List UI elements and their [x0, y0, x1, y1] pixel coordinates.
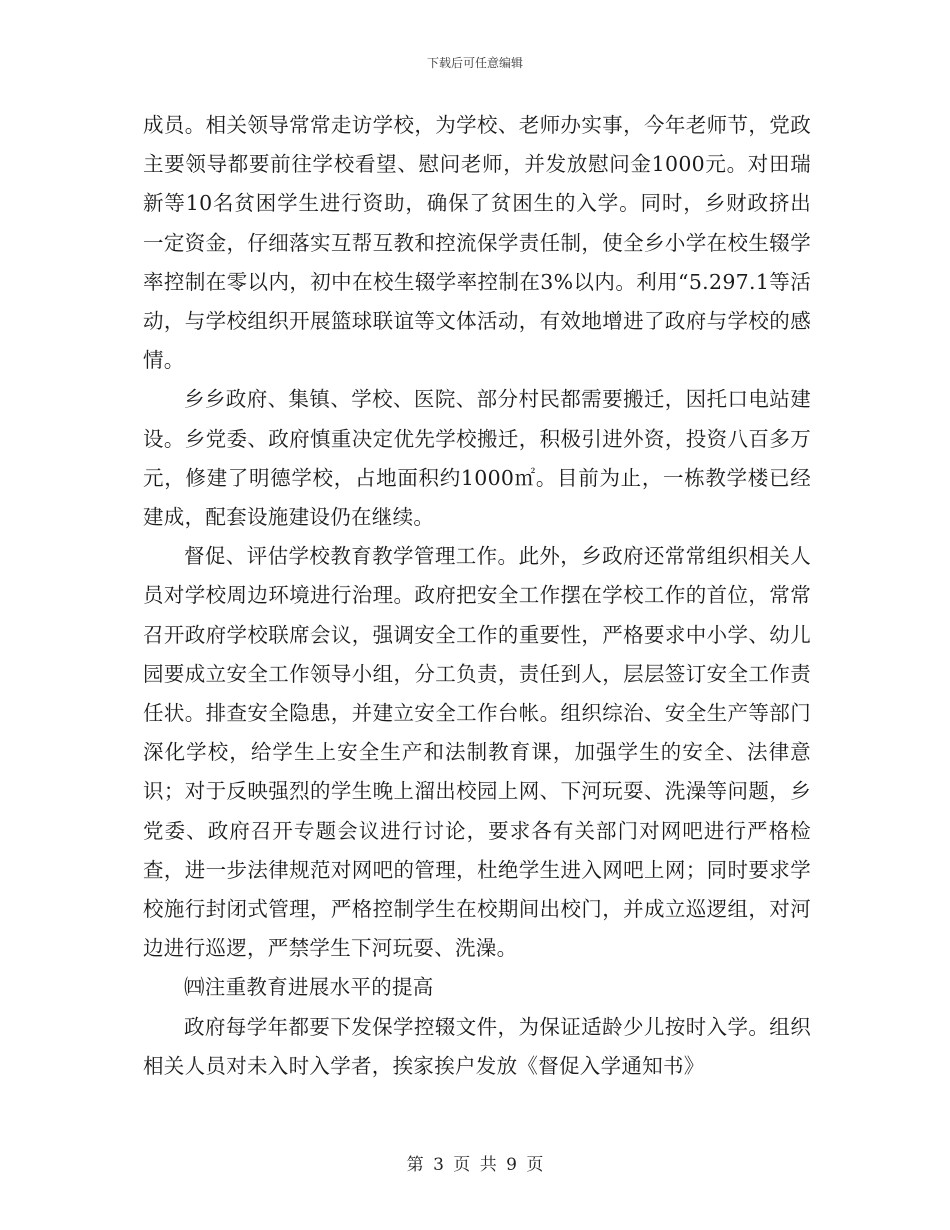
- paragraph-1: 成员。相关领导常常走访学校，为学校、老师办实事，今年老师节，党政主要领导都要前往学校看望、慰问老师，并发放慰问金1000元。对田瑞新等10名贫困学生进行资助，确保了贫困生的入学。同时，乡财政挤出一定资金，仔细落实互帮互教和控流保学责任制，使全乡小学在校生辍学率控制在零以内，初中在校生辍学率控制在3%以内。利用“5.297.1等活动，与学校组织开展篮球联谊等文体活动，有效地增进了政府与学校的感情。: [143, 113, 811, 373]
- paragraph-4: 政府每学年都要下发保学控辍文件，为保证适龄少儿按时入学。组织相关人员对未入时入学者，挨家挨户发放《督促入学通知书》: [143, 1014, 811, 1078]
- page-footer: 第 3 页 共 9 页: [406, 1155, 544, 1175]
- document-body: [143, 106, 811, 1086]
- section-heading: ㈣注重教育进展水平的提高: [184, 975, 434, 1000]
- paragraph-3: 督促、评估学校教育教学管理工作。此外，乡政府还常常组织相关人员对学校周边环境进行治理。政府把安全工作摆在学校工作的首位，常常召开政府学校联席会议，强调安全工作的重要性，严格要求中小学、幼儿园要成立安全工作领导小组，分工负责，责任到人，层层签订安全工作责任状。排查安全隐患，并建立安全工作台帐。组织综治、安全生产等部门深化学校，给学生上安全生产和法制教育课，加强学生的安全、法律意识；对于反映强烈的学生晚上溜出校园上网、下河玩耍、洗澡等问题，乡党委、政府召开专题会议进行讨论，要求各有关部门对网吧进行严格检查，进一步法律规范对网吧的管理，杜绝学生进入网吧上网；同时要求学校施行封闭式管理，严格控制学生在校期间出校门，并成立巡逻组，对河边进行巡逻，严禁学生下河玩耍、洗澡。: [143, 544, 811, 961]
- paragraph-2: 乡乡政府、集镇、学校、医院、部分村民都需要搬迁，因托口电站建设。乡党委、政府慎重决定优先学校搬迁，积极引进外资，投资八百多万元，修建了明德学校，占地面积约1000㎡。目前为止，一栋教学楼已经建成，配套设施建设仍在继续。: [143, 387, 811, 530]
- page-header: 下载后可任意编辑: [426, 56, 523, 70]
